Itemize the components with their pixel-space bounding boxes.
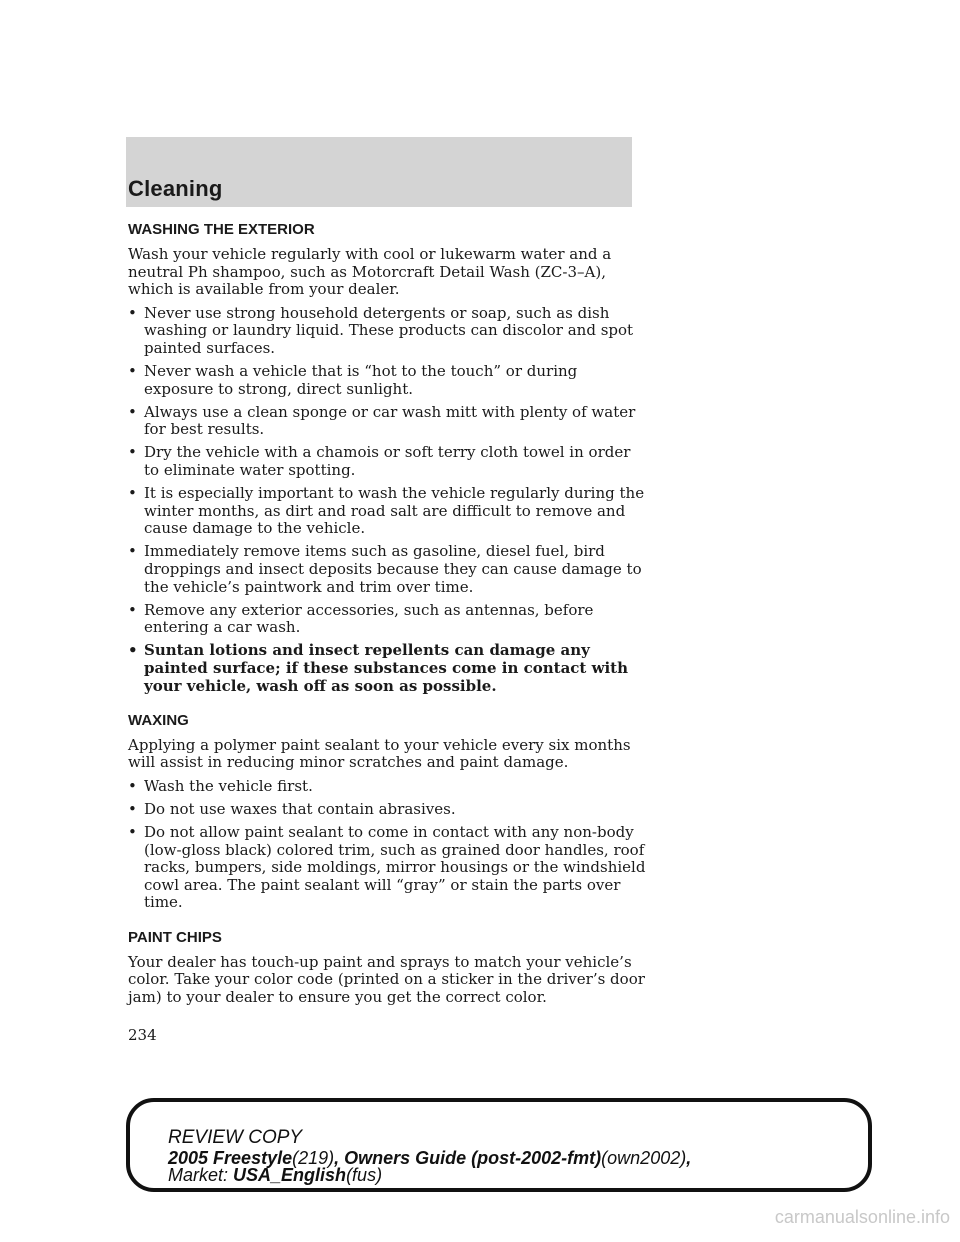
footer-guide: , Owners Guide (post-2002-fmt) [334, 1148, 602, 1168]
heading-waxing: WAXING [128, 711, 189, 729]
footer-model-code: (219) [292, 1148, 335, 1168]
bullet-icon: • [128, 443, 137, 462]
list-item [128, 543, 648, 596]
list-item [128, 824, 648, 912]
footer-model: 2005 Freestyle [168, 1148, 293, 1168]
list-item-text: Wash the vehicle first. [144, 776, 313, 795]
list-item [128, 363, 648, 398]
section-title: Cleaning [128, 176, 223, 201]
list-item [128, 444, 648, 479]
bullet-icon: • [128, 362, 137, 381]
footer-market: USA_English [233, 1165, 347, 1185]
list-item [128, 778, 648, 796]
bullet-icon: • [128, 484, 137, 503]
footer-comma: , [686, 1148, 692, 1168]
list-item-text: Never use strong household detergents or soap, such as dish washing or laundry liquid. These products can discolor and spot painted surfaces. [144, 303, 634, 357]
footer-guide-code: (own2002) [601, 1148, 687, 1168]
footer-market-code: (fus) [346, 1165, 383, 1185]
heading-paint-chips: PAINT CHIPS [128, 928, 222, 946]
list-item-text: Do not use waxes that contain abrasives. [144, 799, 456, 818]
heading-washing: WASHING THE EXTERIOR [128, 221, 315, 238]
review-copy-footer [126, 1098, 872, 1192]
list-item [128, 305, 648, 358]
waxing-intro: Applying a polymer paint sealant to your vehicle every six months will assist in reducing minor scratches and paint damage. [128, 735, 631, 772]
list-item [128, 801, 648, 819]
list-item-text: Always use a clean sponge or car wash mitt with plenty of water for best results. [144, 402, 636, 439]
page-content [128, 220, 648, 1044]
washing-bullet-list [128, 305, 648, 695]
list-item-text: Do not allow paint sealant to come in contact with any non-body (low-gloss black) colored trim, such as grained door handles, roof racks, bumpers, side moldings, mirror housings or the windshield cowl area. The paint sealant will “gray” or stain the parts over time. [144, 823, 646, 912]
list-item [128, 485, 648, 538]
watermark: carmanualsonline.info [774, 1207, 950, 1227]
bullet-icon: • [128, 542, 137, 561]
footer-market-line [168, 1166, 382, 1185]
list-item [128, 404, 648, 439]
washing-intro: Wash your vehicle regularly with cool or lukewarm water and a neutral Ph shampoo, such as Motorcraft Detail Wash (ZC-3–A), which is available from your dealer. [128, 245, 612, 299]
list-item-text: Suntan lotions and insect repellents can damage any painted surface; if these substances come in contact with your vehicle, wash off as soon as possible. [144, 641, 629, 695]
bullet-icon: • [128, 600, 137, 619]
bullet-icon: • [128, 402, 137, 421]
page-number: 234 [128, 1026, 157, 1045]
list-item-text: It is especially important to wash the vehicle regularly during the winter months, as dirt and road salt are difficult to remove and cause damage to the vehicle. [144, 484, 645, 538]
bullet-icon: • [128, 776, 137, 795]
list-item-text: Dry the vehicle with a chamois or soft terry cloth towel in order to eliminate water spotting. [144, 443, 631, 480]
bullet-icon: • [128, 641, 138, 660]
paint-chips-body: Your dealer has touch-up paint and sprays to match your vehicle’s color. Take your color code (printed on a sticker in the driver’s door jam) to your dealer to ensure you get the correct color. [128, 952, 645, 1006]
bullet-icon: • [128, 303, 137, 322]
bullet-icon: • [128, 799, 137, 818]
list-item-warning [128, 642, 648, 695]
list-item-text: Never wash a vehicle that is “hot to the touch” or during exposure to strong, direct sunlight. [144, 362, 578, 398]
list-item [128, 602, 648, 637]
list-item-text: Immediately remove items such as gasoline, diesel fuel, bird droppings and insect deposits because they can cause damage to the vehicle’s paintwork and trim over time. [144, 542, 642, 596]
footer-market-label: Market: [168, 1165, 229, 1185]
list-item-text: Remove any exterior accessories, such as antennas, before entering a car wash. [144, 600, 594, 637]
bullet-icon: • [128, 823, 137, 842]
waxing-bullet-list [128, 778, 648, 912]
review-copy-label: REVIEW COPY [168, 1127, 303, 1148]
